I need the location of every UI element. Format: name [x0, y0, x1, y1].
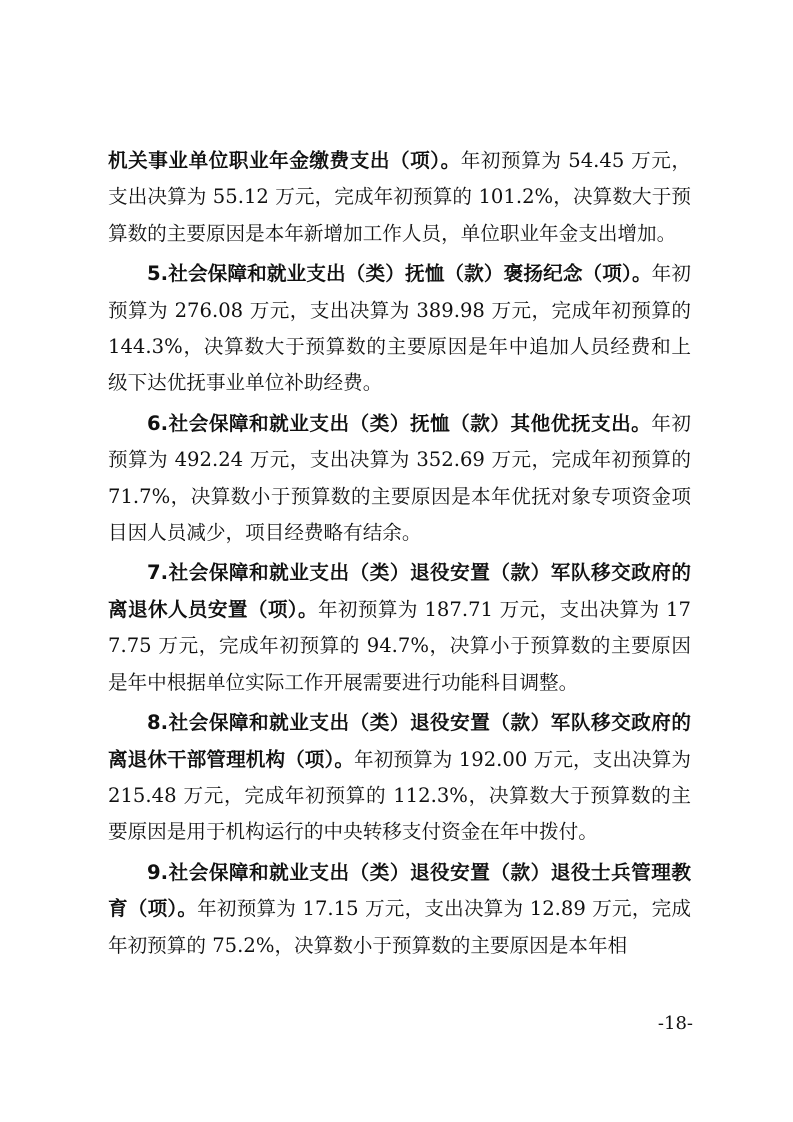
- paragraph-commemoration: [108, 256, 691, 402]
- paragraph-text: 年初预算为 192.00 万元，支出决算为 215.48 万元，完成年初预算的 112.3%，决算数大于预算数的主要原因是用于机构运行的中央转移支付资金在年中拨付。: [108, 747, 691, 844]
- paragraph-heading: 机关事业单位职业年金缴费支出（项）。: [108, 149, 461, 172]
- paragraph-retired-personnel-placement: [108, 555, 691, 701]
- paragraph-heading: 8.社会保障和就业支出（类）退役安置（款）军队移交政府的离退休干部管理机构（项）。: [108, 711, 691, 771]
- paragraph-text: 年初预算为 54.45 万元，支出决算为 55.12 万元，完成年初预算的 101.2%，决算数大于预算数的主要原因是本年新增加工作人员，单位职业年金支出增加。: [108, 149, 691, 245]
- paragraph-retired-cadre-management: [108, 705, 691, 851]
- page-number: -18-: [657, 1013, 693, 1034]
- paragraph-text: 年初预算为 17.15 万元，支出决算为 12.89 万元，完成年初预算的 75.2%，决算数小于预算数的主要原因是本年相: [108, 897, 691, 957]
- paragraph-heading: 6.社会保障和就业支出（类）抚恤（款）其他优抚支出。: [147, 411, 652, 435]
- paragraph-heading: 5.社会保障和就业支出（类）抚恤（款）褒扬纪念（项）。: [147, 262, 652, 286]
- paragraph-heading: 7.社会保障和就业支出（类）退役安置（款）军队移交政府的离退休人员安置（项）。: [108, 561, 691, 621]
- paragraph-text: 年初预算为 187.71 万元，支出决算为 177.75 万元，完成年初预算的 94.7%，决算小于预算数的主要原因是年中根据单位实际工作开展需要进行功能科目调整。: [108, 597, 691, 694]
- paragraph-text: 年初预算为 276.08 万元，支出决算为 389.98 万元，完成年初预算的 144.3%，决算数大于预算数的主要原因是年中追加人员经费和上级下达优抚事业单位补助经费。: [108, 262, 691, 395]
- paragraph-veteran-education: [108, 855, 691, 964]
- document-body: [108, 143, 691, 966]
- paragraph-pension-contribution: [108, 143, 691, 252]
- paragraph-text: 年初预算为 492.24 万元，支出决算为 352.69 万元，完成年初预算的 71.7%，决算数小于预算数的主要原因是本年优抚对象专项资金项目因人员减少，项目经费略有结余。: [108, 411, 692, 545]
- paragraph-other-special-care: [108, 406, 691, 552]
- paragraph-heading: 9.社会保障和就业支出（类）退役安置（款）退役士兵管理教育（项）。: [108, 860, 691, 921]
